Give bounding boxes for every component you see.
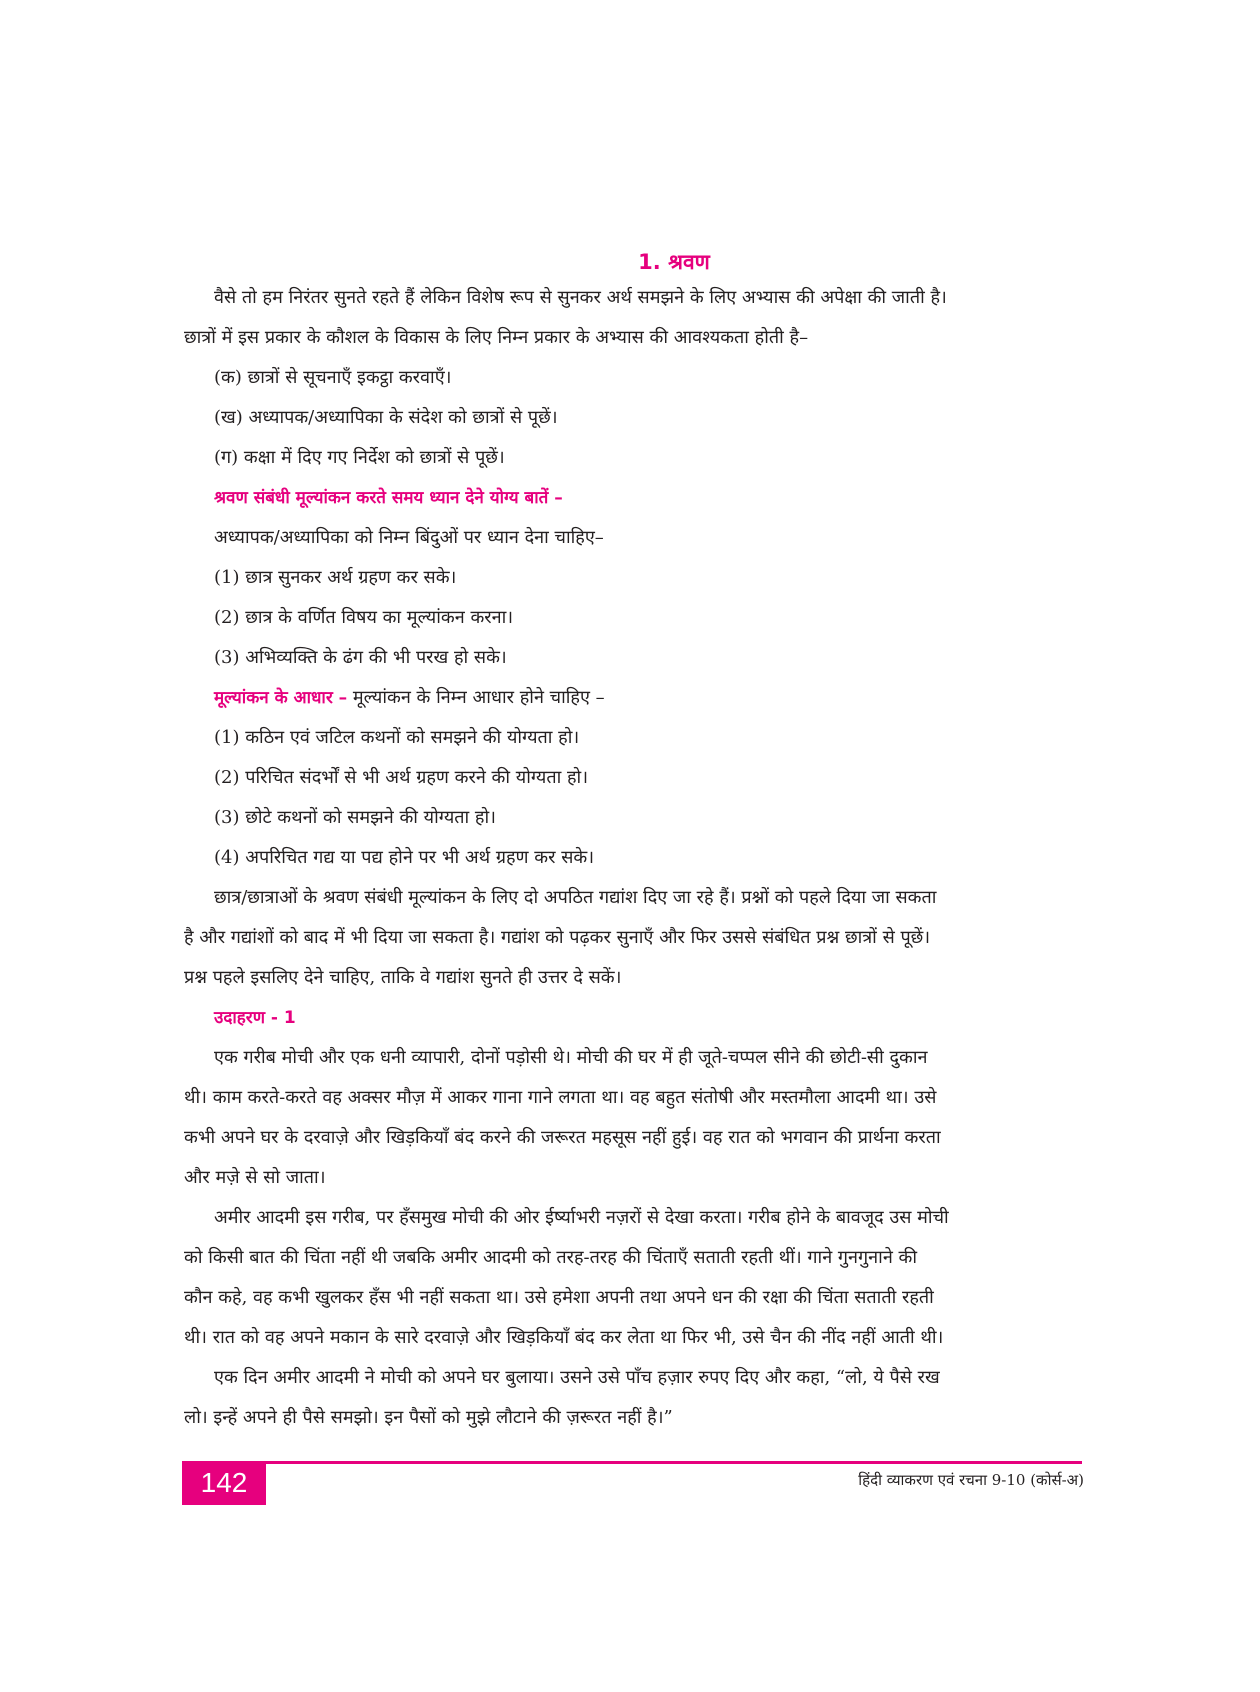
page-number: 142: [182, 1461, 266, 1505]
page-content: [184, 246, 1084, 1438]
intro-paragraph: [184, 278, 1084, 358]
practice-list: [184, 358, 1084, 478]
text-line: प्रश्न पहले इसलिए देने चाहिए, ताकि वे गद्यांश सुनते ही उत्तर दे सकें।: [184, 967, 622, 988]
text-line: छात्रों में इस प्रकार के कौशल के विकास के लिए निम्न प्रकार के अभ्यास की आवश्यकता होती है–: [184, 327, 809, 348]
list-item: (2) छात्र के वर्णित विषय का मूल्यांकन करना।: [214, 607, 514, 628]
list-item: (4) अपरिचित गद्य या पद्य होने पर भी अर्थ ग्रहण कर सके।: [214, 847, 595, 868]
text-line: लो। इन्हें अपने ही पैसे समझो। इन पैसों को मुझे लौटाने की ज़रूरत नहीं है।”: [184, 1407, 673, 1428]
text-line: और मज़े से सो जाता।: [184, 1167, 326, 1188]
footer-rule: [182, 1461, 1082, 1464]
list-item: (ग) कक्षा में दिए गए निर्देश को छात्रों से पूछें।: [214, 447, 505, 468]
list-item: (2) परिचित संदर्भों से भी अर्थ ग्रहण करने की योग्यता हो।: [214, 767, 589, 788]
example-heading: उदाहरण - 1: [214, 1008, 296, 1028]
book-title: हिंदी व्याकरण एवं रचना 9-10 (कोर्स-अ): [858, 1471, 1084, 1489]
evaluation-list: [184, 558, 1084, 678]
list-item: (3) छोटे कथनों को समझने की योग्यता हो।: [214, 807, 496, 828]
text-line: एक दिन अमीर आदमी ने मोची को अपने घर बुलाया। उसने उसे पाँच हज़ार रुपए दिए और कहा, “लो, ये पैसे रख: [214, 1367, 940, 1388]
text-line: को किसी बात की चिंता नहीं थी जबकि अमीर आदमी को तरह-तरह की चिंताएँ सताती रहती थीं। गाने गुनगुनाने की: [184, 1247, 918, 1268]
story-paragraph-1: [184, 1038, 1084, 1198]
text-line: छात्र/छात्राओं के श्रवण संबंधी मूल्यांकन के लिए दो अपठित गद्यांश दिए जा रहे हैं। प्रश्नों को पहले दिया जा सकता: [214, 887, 937, 908]
list-item: (3) अभिव्यक्ति के ढंग की भी परख हो सके।: [214, 647, 507, 668]
story-paragraph-3: [184, 1358, 1084, 1438]
basis-label: मूल्यांकन के आधार –: [214, 688, 348, 708]
text-line: अमीर आदमी इस गरीब, पर हँसमुख मोची की ओर ईर्ष्याभरी नज़रों से देखा करता। गरीब होने के बावजूद उस मोची: [214, 1207, 949, 1228]
section-heading: 1. श्रवण: [638, 250, 710, 274]
list-item: (1) कठिन एवं जटिल कथनों को समझने की योग्यता हो।: [214, 727, 580, 748]
evaluation-intro: अध्यापक/अध्यापिका को निम्न बिंदुओं पर ध्यान देना चाहिए–: [214, 527, 604, 548]
list-item: (क) छात्रों से सूचनाएँ इकट्ठा करवाएँ।: [214, 367, 452, 388]
text-line: कभी अपने घर के दरवाज़े और खिड़कियाँ बंद करने की जरूरत महसूस नहीं हुई। वह रात को भगवान की प्रार्थना करता: [184, 1127, 941, 1148]
evaluation-heading: श्रवण संबंधी मूल्यांकन करते समय ध्यान देने योग्य बातें –: [214, 488, 563, 508]
list-item: (1) छात्र सुनकर अर्थ ग्रहण कर सके।: [214, 567, 457, 588]
text-line: एक गरीब मोची और एक धनी व्यापारी, दोनों पड़ोसी थे। मोची की घर में ही जूते-चप्पल सीने की छोटी-सी दुकान: [214, 1047, 928, 1068]
text-line: थी। रात को वह अपने मकान के सारे दरवाज़े और खिड़कियाँ बंद कर लेता था फिर भी, उसे चैन की नींद नहीं आती थी।: [184, 1327, 944, 1348]
instruction-paragraph: [184, 878, 1084, 998]
text-line: है और गद्यांशों को बाद में भी दिया जा सकता है। गद्यांश को पढ़कर सुनाएँ और फिर उससे संबंधित प्रश्न छात्रों से पूछें।: [184, 927, 931, 948]
basis-text: मूल्यांकन के निम्न आधार होने चाहिए –: [347, 687, 605, 708]
story-paragraph-2: [184, 1198, 1084, 1358]
list-item: (ख) अध्यापक/अध्यापिका के संदेश को छात्रों से पूछें।: [214, 407, 558, 428]
text-line: थी। काम करते-करते वह अक्सर मौज़ में आकर गाना गाने लगता था। वह बहुत संतोषी और मस्तमौला आदमी था। उसे: [184, 1087, 937, 1108]
text-line: कौन कहे, वह कभी खुलकर हँस भी नहीं सकता था। उसे हमेशा अपनी तथा अपने धन की रक्षा की चिंता सताती रहती: [184, 1287, 934, 1308]
text-line: वैसे तो हम निरंतर सुनते रहते हैं लेकिन विशेष रूप से सुनकर अर्थ समझने के लिए अभ्यास की अपेक्षा की जाती है।: [214, 287, 947, 308]
basis-list: [184, 718, 1084, 878]
basis-line: [184, 678, 1084, 718]
